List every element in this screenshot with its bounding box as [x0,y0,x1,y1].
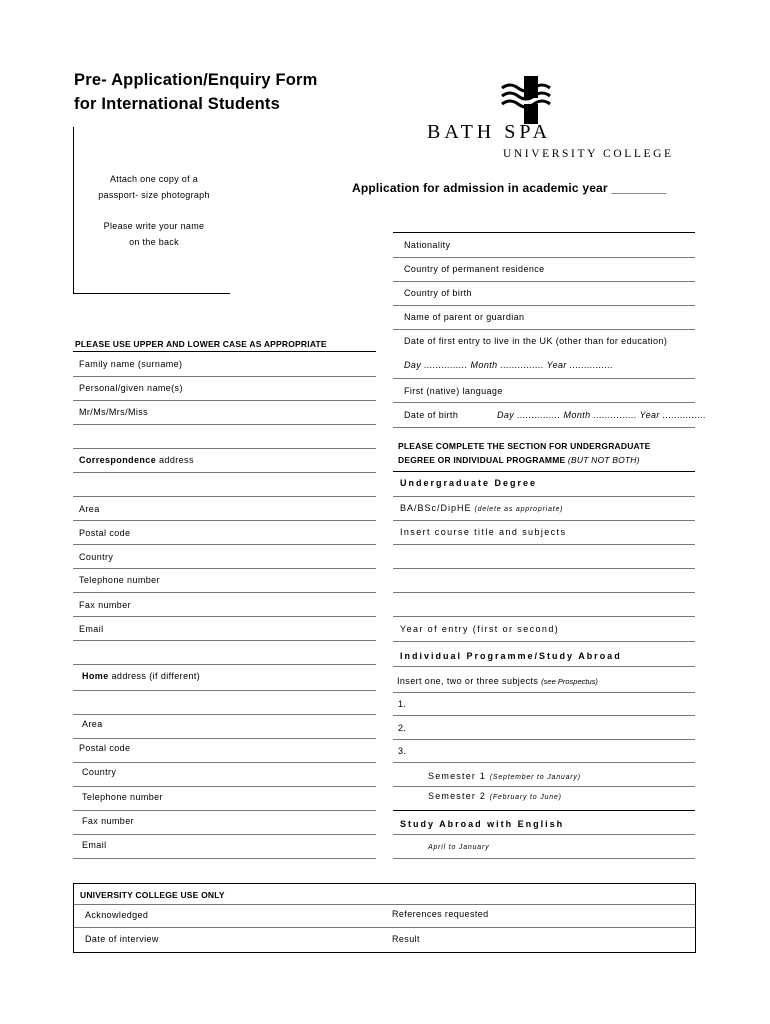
insert-subjects-label [397,676,598,686]
degree-type-text: BA/BSc/DipHE [400,503,472,513]
semester-2-period: (February to June) [489,794,562,801]
photo-line4: on the back [129,237,179,247]
semester-1-option[interactable] [428,771,581,781]
first-entry-date-field[interactable]: Day ............... Month ............... Year ............... [404,360,614,370]
degree-type-note: (delete as appropriate) [474,506,564,513]
result-label: Result [392,934,420,944]
form-title [74,68,318,116]
fax-label: Fax number [79,600,132,610]
left-heading: PLEASE USE UPPER AND LOWER CASE AS APPROPRIATE [75,339,327,349]
year-of-entry-label: Year of entry (first or second) [400,624,560,634]
semester-2-option[interactable] [428,791,562,801]
family-name-label: Family name (surname) [79,359,183,369]
semester-2-label: Semester 2 [428,791,487,801]
nationality-label: Nationality [404,240,451,250]
course-title-label: Insert course title and subjects [400,527,567,537]
subject-3-field[interactable]: 3. [398,746,407,756]
correspondence-rest: address [156,455,194,465]
home-telephone-label: Telephone number [82,792,163,802]
section-heading-line2: DEGREE OR INDIVIDUAL PROGRAMME [398,455,566,465]
title-label: Mr/Ms/Mrs/Miss [79,407,149,417]
home-bold: Home [82,671,109,681]
country-birth-label: Country of birth [404,288,472,298]
first-language-label: First (native) language [404,386,503,396]
country-residence-label: Country of permanent residence [404,264,545,274]
study-abroad-period-option[interactable]: April to January [428,844,490,851]
section-heading-italic: (BUT NOT BOTH) [565,455,640,465]
home-postal-code-label: Postal code [79,743,131,753]
first-entry-label: Date of first entry to live in the UK (other than for education) [404,336,668,346]
institution-subtitle: UNIVERSITY COLLEGE [503,148,674,160]
section-heading [398,439,651,467]
section-heading-line1: PLEASE COMPLETE THE SECTION FOR UNDERGRADUATE [398,441,651,451]
undergraduate-heading: Undergraduate Degree [400,478,538,488]
home-address-label [82,671,200,681]
home-fax-label: Fax number [82,816,135,826]
given-names-label: Personal/given name(s) [79,383,183,393]
area-label: Area [79,504,100,514]
insert-subjects-text: Insert one, two or three subjects [397,676,539,686]
photo-box[interactable] [73,127,230,294]
form-title-line2: for International Students [74,95,280,113]
dob-label: Date of birth [404,410,459,420]
acknowledged-label: Acknowledged [85,910,149,920]
parent-name-label: Name of parent or guardian [404,312,525,322]
home-country-label: Country [82,767,117,777]
photo-line2: passport- size photograph [98,190,210,200]
correspondence-bold: Correspondence [79,455,157,465]
office-use-box [73,883,696,953]
telephone-label: Telephone number [79,575,160,585]
date-of-interview-label: Date of interview [85,934,159,944]
semester-1-label: Semester 1 [428,771,487,781]
references-requested-label: References requested [392,909,489,919]
dob-date-field[interactable]: Day ............... Month ............... Year ............... [497,410,707,420]
photo-line1: Attach one copy of a [109,174,199,184]
subject-2-field[interactable]: 2. [398,723,407,733]
bath-spa-logo-mark [500,74,552,126]
semester-1-period: (September to January) [489,774,581,781]
academic-year-field[interactable]: Application for admission in academic year ________ [352,181,667,195]
photo-line3: Please write your name [103,221,205,231]
form-title-line1: Pre- Application/Enquiry Form [74,71,318,89]
home-email-label: Email [82,840,107,850]
degree-type-label[interactable] [400,503,563,513]
photo-instructions [74,171,234,250]
home-area-label: Area [82,719,103,729]
office-use-heading: UNIVERSITY COLLEGE USE ONLY [80,890,225,900]
subject-1-field[interactable]: 1. [398,699,407,709]
home-rest: address (if different) [108,671,201,681]
country-label: Country [79,552,114,562]
postal-code-label: Postal code [79,528,131,538]
individual-programme-heading: Individual Programme/Study Abroad [400,651,622,661]
institution-name: BATH SPA [427,121,552,143]
email-label: Email [79,624,104,634]
insert-subjects-note: (see Prospectus) [541,677,598,686]
correspondence-address-label [79,455,194,465]
study-abroad-english-heading: Study Abroad with English [400,819,565,829]
